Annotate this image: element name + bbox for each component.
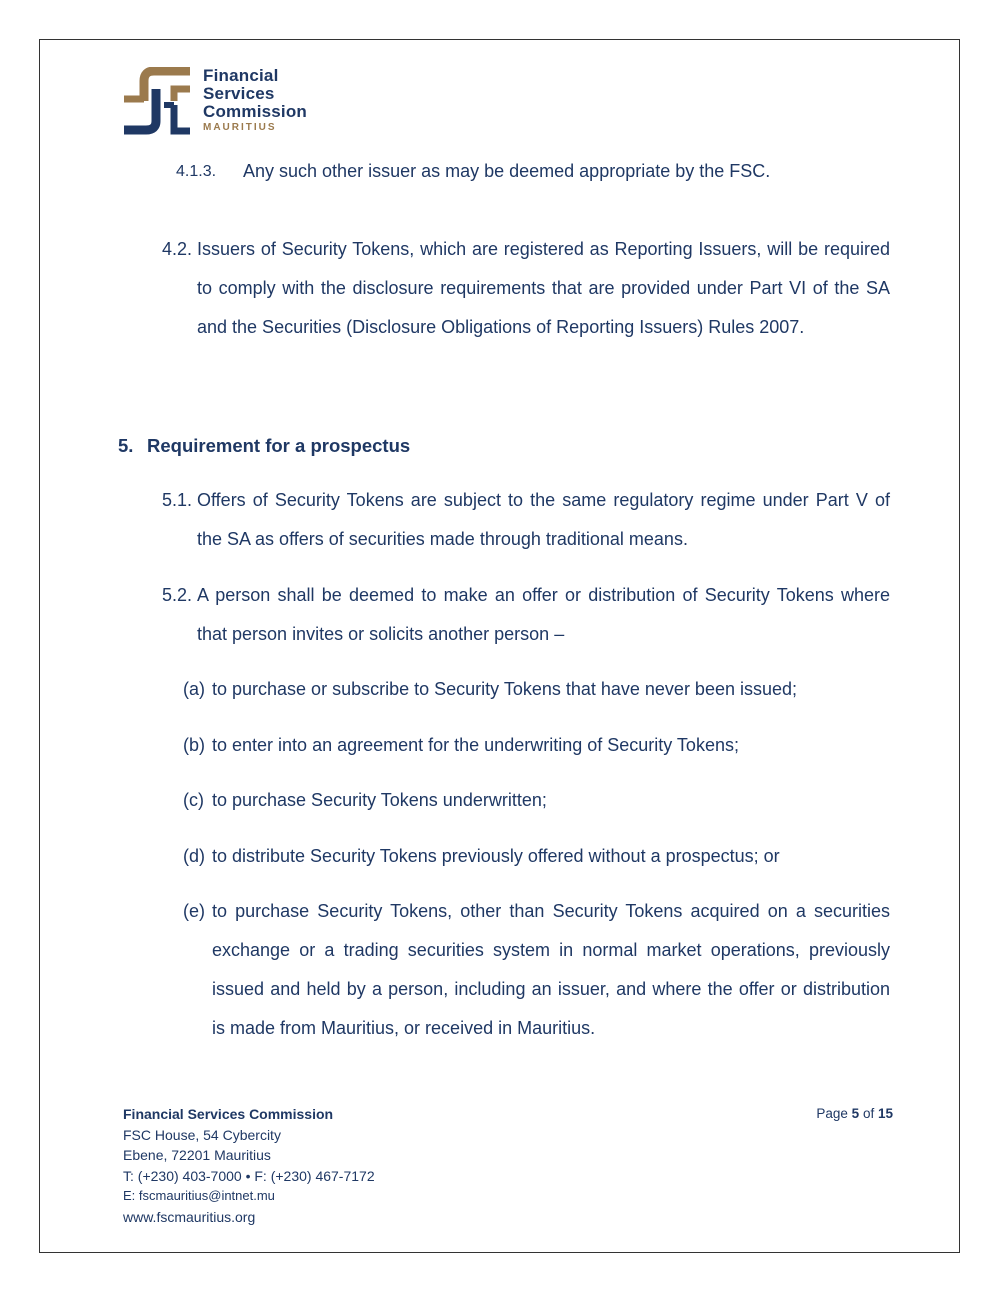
fsc-logo <box>124 67 344 137</box>
item-number-4-2: 4.2. <box>162 239 193 259</box>
item-number-5-2: 5.2. <box>162 585 193 605</box>
subitem-number-d: (d) <box>183 846 205 866</box>
fsc-emblem-icon <box>124 67 194 135</box>
subitem-text-b: to enter into an agreement for the underwriting of Security Tokens; <box>212 735 739 755</box>
page-number <box>816 1104 893 1125</box>
logo-wordmark <box>203 67 307 135</box>
footer-address-line-2: Ebene, 72201 Mauritius <box>123 1147 271 1163</box>
subitem-number-c: (c) <box>183 790 204 810</box>
footer-phone: T: (+230) 403-7000 • F: (+230) 467-7172 <box>123 1167 375 1184</box>
logo-line-3: Commission <box>203 102 308 121</box>
footer-email: E: fscmauritius@intnet.mu <box>123 1188 275 1203</box>
footer-website: www.fscmauritius.org <box>123 1208 256 1225</box>
subitem-number-b: (b) <box>183 735 205 755</box>
item-text-4-2: Issuers of Security Tokens, which are registered as Reporting Issuers, will be required to comply with the disclosure requirements that are provided under Part VI of the SA and the Securities (Disclosure Obligations of Reporting Issuers) Rules 2007. <box>197 239 890 337</box>
page-of: of <box>862 1106 875 1121</box>
item-text-5-2: A person shall be deemed to make an offer or distribution of Security Tokens where that person invites or solicits another person – <box>197 585 890 644</box>
page-current: 5 <box>851 1106 860 1121</box>
subitem-text-a: to purchase or subscribe to Security Tokens that have never been issued; <box>212 679 798 699</box>
section-number-5: 5. <box>118 435 134 456</box>
item-text-4-1-3: Any such other issuer as may be deemed appropriate by the FSC. <box>243 161 771 181</box>
subitem-number-e: (e) <box>183 901 205 921</box>
logo-line-4: MAURITIUS <box>203 122 277 133</box>
logo-line-2: Services <box>203 84 275 103</box>
subitem-text-d: to distribute Security Tokens previously offered without a prospectus; or <box>212 846 780 866</box>
item-text-5-1: Offers of Security Tokens are subject to the same regulatory regime under Part V of the SA as offers of securities made through traditional means. <box>197 490 890 549</box>
subitem-text-e: to purchase Security Tokens, other than Security Tokens acquired on a securities exchange or a trading securities system in normal market operations, previously issued and held by a person, including an issuer, and where the offer or distribution is made from Mauritius, or received in Mauritius. <box>212 901 890 1038</box>
footer-org-name: Financial Services Commission <box>123 1106 334 1122</box>
footer-address-line-1: FSC House, 54 Cybercity <box>123 1126 281 1143</box>
page-total: 15 <box>877 1106 893 1121</box>
page-footer <box>123 1104 893 1227</box>
subitem-text-c: to purchase Security Tokens underwritten; <box>212 790 547 810</box>
item-number-4-1-3: 4.1.3. <box>176 163 217 180</box>
item-number-5-1: 5.1. <box>162 490 193 510</box>
subitem-number-a: (a) <box>183 679 205 699</box>
section-title-5: Requirement for a prospectus <box>147 435 411 456</box>
page-label: Page <box>816 1106 848 1121</box>
logo-line-1: Financial <box>203 66 279 85</box>
